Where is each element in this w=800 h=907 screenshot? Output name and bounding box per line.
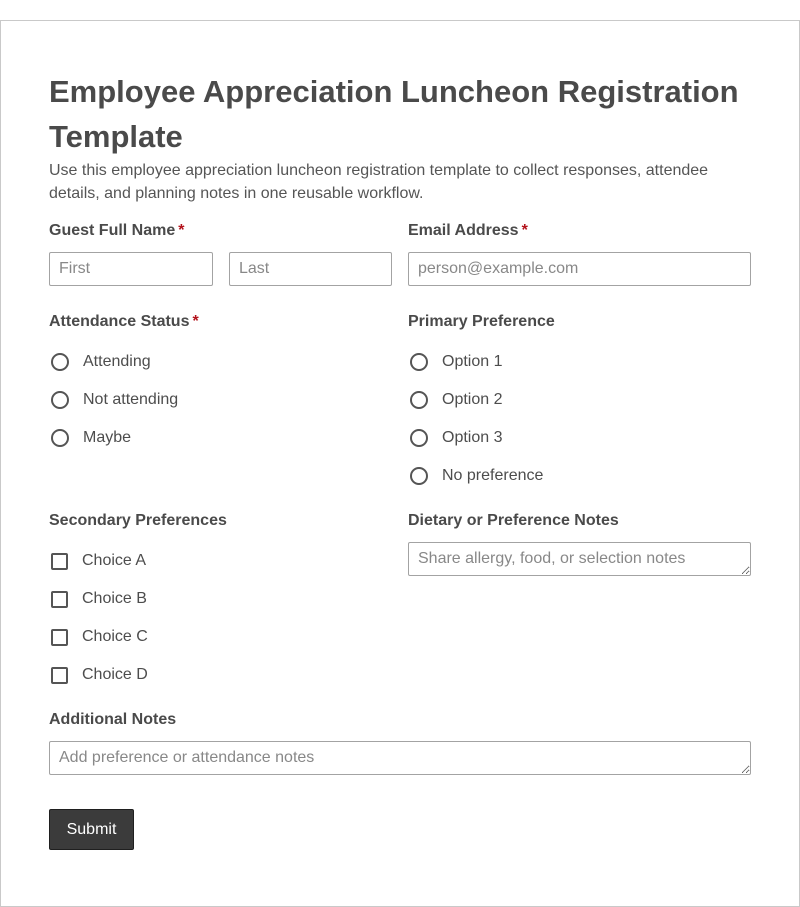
radio-button[interactable] [410, 429, 428, 447]
option-label: Option 1 [442, 353, 503, 370]
attendance-label-text: Attendance Status [49, 313, 190, 330]
option-label: Attending [83, 353, 151, 370]
primary-option-2[interactable] [408, 388, 502, 412]
primary-option-no-preference[interactable] [408, 464, 543, 488]
radio-button[interactable] [51, 353, 69, 371]
form-title: Employee Appreciation Luncheon Registration Template [49, 74, 739, 154]
secondary-preferences-label: Secondary Preferences [49, 512, 227, 529]
option-label: Option 3 [442, 429, 503, 446]
attendance-label [49, 312, 199, 332]
attendance-option-not-attending[interactable] [49, 388, 178, 412]
option-label: Maybe [83, 429, 132, 446]
secondary-choice-d[interactable] [49, 663, 148, 687]
dietary-notes-textarea[interactable] [408, 542, 751, 576]
checkbox[interactable] [51, 629, 68, 646]
option-label: Option 2 [442, 391, 503, 408]
checkbox[interactable] [51, 667, 68, 684]
option-label: Not attending [83, 391, 179, 408]
option-label: Choice B [82, 590, 147, 607]
email-label-text: Email Address [408, 222, 519, 239]
first-name-input[interactable] [49, 252, 213, 286]
email-label [408, 221, 528, 241]
required-marker: * [192, 313, 199, 330]
radio-button[interactable] [51, 429, 69, 447]
option-label: Choice C [82, 628, 148, 645]
secondary-choice-a[interactable] [49, 549, 146, 573]
primary-option-3[interactable] [408, 426, 502, 450]
form-card [0, 20, 800, 907]
attendance-option-attending[interactable] [49, 350, 151, 374]
email-input[interactable] [408, 252, 751, 286]
radio-button[interactable] [410, 467, 428, 485]
radio-button[interactable] [51, 391, 69, 409]
dietary-notes-label: Dietary or Preference Notes [408, 512, 619, 529]
guest-name-label-text: Guest Full Name [49, 222, 176, 239]
additional-notes-label: Additional Notes [49, 711, 177, 728]
option-label: Choice A [82, 552, 147, 569]
checkbox[interactable] [51, 553, 68, 570]
option-label: Choice D [82, 666, 148, 683]
form-description: Use this employee appreciation luncheon registration template to collect responses, attendee details, and planning notes in one reusable workflow. [49, 162, 709, 202]
primary-preference-label: Primary Preference [408, 313, 555, 330]
checkbox[interactable] [51, 591, 68, 608]
additional-notes-textarea[interactable] [49, 741, 751, 775]
submit-button[interactable]: Submit [49, 809, 134, 850]
radio-button[interactable] [410, 353, 428, 371]
last-name-input[interactable] [229, 252, 392, 286]
required-marker: * [178, 222, 185, 239]
option-label: No preference [442, 467, 544, 484]
attendance-option-maybe[interactable] [49, 426, 131, 450]
secondary-choice-c[interactable] [49, 625, 148, 649]
radio-button[interactable] [410, 391, 428, 409]
primary-option-1[interactable] [408, 350, 502, 374]
guest-name-label [49, 221, 184, 241]
secondary-choice-b[interactable] [49, 587, 147, 611]
required-marker: * [521, 222, 528, 239]
